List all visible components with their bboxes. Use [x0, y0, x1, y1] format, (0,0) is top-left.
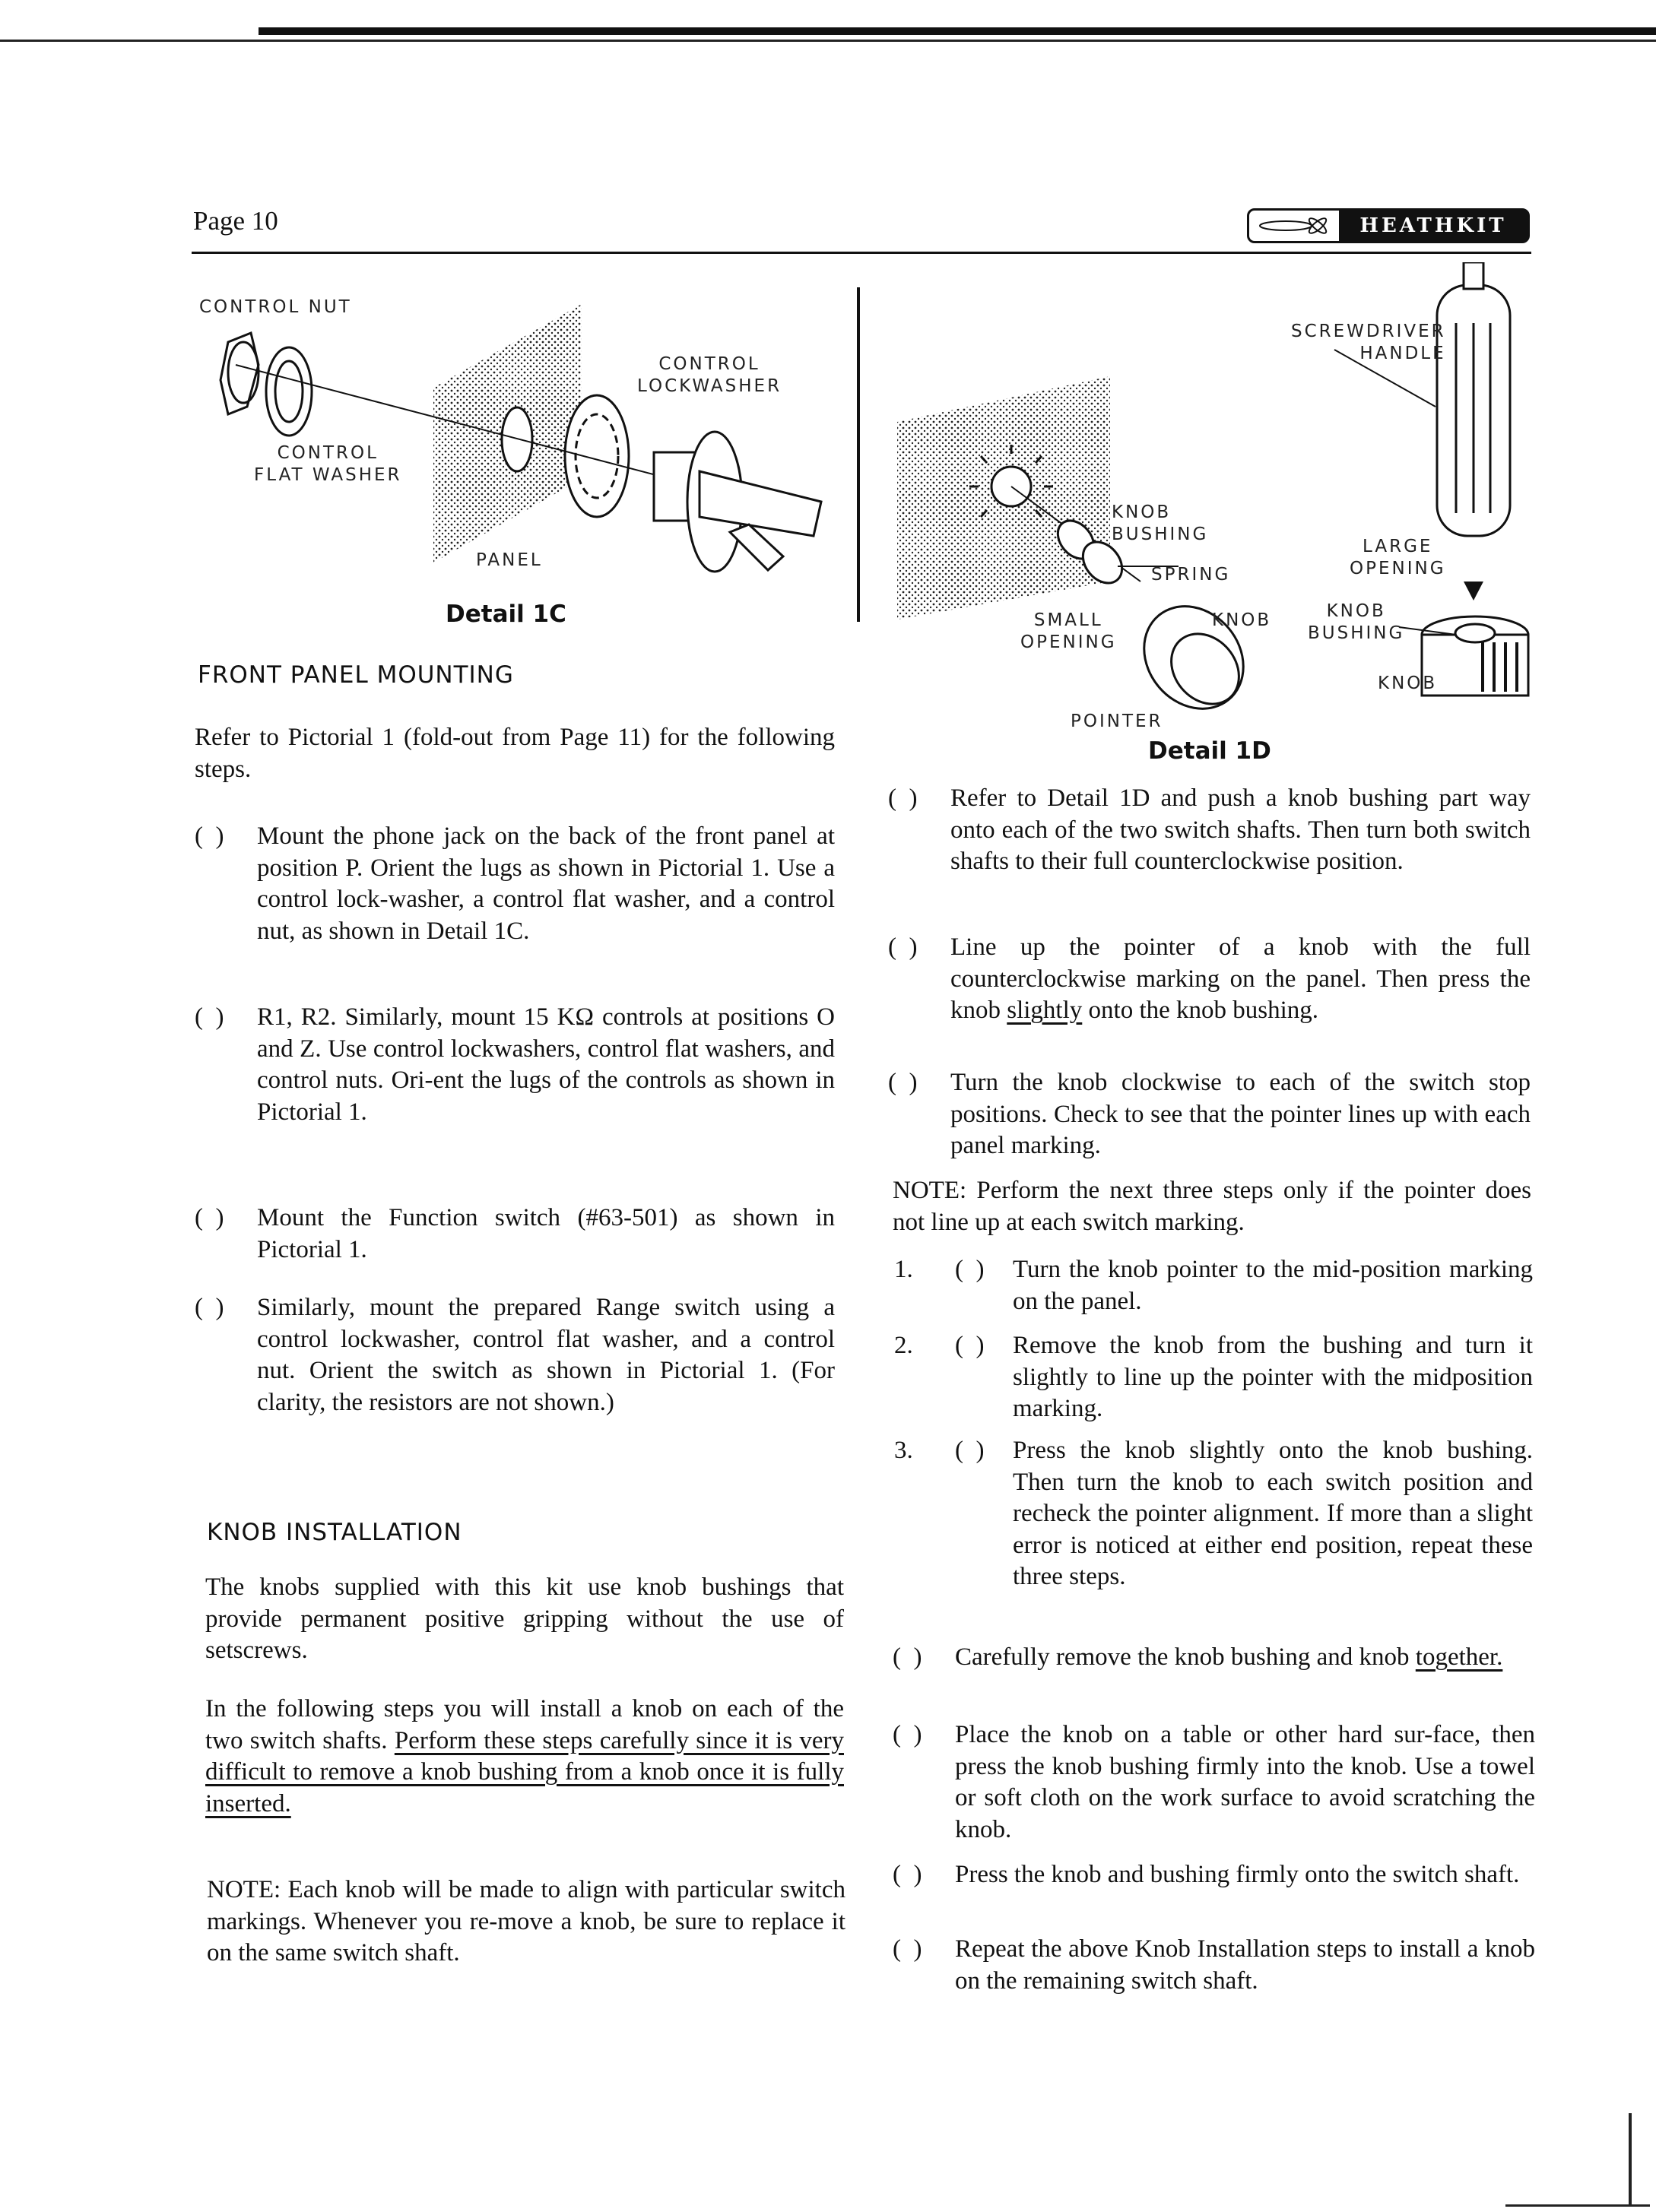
step-text: Repeat the above Knob Installation steps to install a knob on the remaining switch shaft. — [955, 1935, 1535, 1995]
label-line: CONTROL — [277, 443, 379, 463]
detail-1c-illustration — [182, 274, 867, 593]
heathkit-logo — [1247, 208, 1530, 243]
step-item — [893, 1642, 1535, 1674]
underlined-warning: Perform these steps carefully since it is very difficult to remove a knob bushing from a knob once it is fully inserted. — [205, 1726, 844, 1817]
detail-1d-caption: Detail 1D — [1148, 737, 1271, 765]
step-text: Remove the knob from the bushing and turn it slightly to line up the pointer with the midposition marking. — [1013, 1332, 1533, 1422]
step-checkbox[interactable]: ( ) — [195, 1003, 224, 1031]
step-text — [955, 1642, 1535, 1674]
label-line: FLAT WASHER — [254, 465, 402, 485]
step-checkbox[interactable]: ( ) — [893, 1935, 922, 1963]
scan-margin-mark — [1629, 2113, 1632, 2204]
label-line: SCREWDRIVER — [1291, 322, 1446, 341]
label-line: HANDLE — [1359, 344, 1446, 363]
step-text: Refer to Detail 1D and push a knob bushing part way onto each of the two switch shafts. Then turn both switch shafts to their full counterclockwise position. — [950, 784, 1531, 875]
label-knob-bushing-b — [1308, 601, 1404, 645]
note-paragraph: NOTE: Perform the next three steps only if the pointer does not line up at each switch marking. — [893, 1177, 1531, 1236]
step-text: Place the knob on a table or other hard sur-face, then press the knob bushing firmly into the knob. Use a towel or soft cloth on the work surface to avoid scratching the knob. — [955, 1721, 1535, 1843]
label-line: OPENING — [1020, 632, 1117, 652]
step-number: 2. — [894, 1332, 913, 1359]
step-checkbox[interactable]: ( ) — [888, 1069, 918, 1096]
label-pointer: POINTER — [1071, 711, 1163, 731]
step-item — [195, 1002, 835, 1128]
step-text: Press the knob and bushing firmly onto the switch shaft. — [955, 1861, 1520, 1888]
numbered-step — [894, 1254, 1533, 1317]
step-checkbox[interactable]: ( ) — [195, 1204, 224, 1231]
step-item — [195, 821, 835, 947]
step-checkbox[interactable]: ( ) — [195, 822, 224, 850]
step-checkbox[interactable]: ( ) — [195, 1294, 224, 1321]
header-rule — [192, 252, 1531, 254]
step-checkbox[interactable]: ( ) — [888, 933, 918, 961]
label-line: OPENING — [1350, 559, 1446, 578]
step-checkbox[interactable]: ( ) — [955, 1256, 985, 1283]
step-checkbox[interactable]: ( ) — [893, 1861, 922, 1888]
step-checkbox[interactable]: ( ) — [955, 1332, 985, 1359]
label-large-opening — [1350, 536, 1446, 580]
label-line: SMALL — [1033, 610, 1103, 630]
paragraph-text: In the following steps you will install a knob on each of the two switch shafts. — [205, 1695, 844, 1754]
step-number: 3. — [894, 1437, 913, 1464]
knob-warning-paragraph — [205, 1694, 844, 1820]
label-spring: SPRING — [1151, 565, 1231, 585]
step-checkbox[interactable]: ( ) — [893, 1721, 922, 1748]
text-part: onto the knob bushing. — [1082, 997, 1319, 1024]
numbered-step — [894, 1330, 1533, 1425]
label-control-lockwasher — [637, 353, 782, 398]
step-item — [888, 932, 1531, 1027]
label-knob-b: KNOB — [1378, 673, 1438, 693]
text-part: Carefully remove the knob bushing and knob — [955, 1643, 1416, 1671]
label-line: LARGE — [1363, 537, 1433, 556]
step-checkbox[interactable]: ( ) — [888, 784, 918, 812]
arrow-down-icon — [1464, 582, 1483, 601]
detail-1c-caption: Detail 1C — [446, 601, 566, 628]
note-paragraph: NOTE: Each knob will be made to align with particular switch markings. Whenever you re-move a knob, be sure to replace it on the same switch shaft. — [207, 1876, 845, 1966]
underlined-word: slightly — [1007, 997, 1083, 1024]
scan-top-border — [259, 27, 1656, 35]
step-text: Press the knob slightly onto the knob bushing. Then turn the knob to each switch position and recheck the pointer alignment. If more than a slight error is noticed at either end position, repeat these three steps. — [1013, 1437, 1533, 1590]
label-knob-bushing — [1112, 502, 1208, 546]
step-text: Turn the knob pointer to the mid-position marking on the panel. — [1013, 1256, 1533, 1315]
label-panel: PANEL — [476, 550, 543, 570]
label-screwdriver-handle — [1291, 321, 1446, 365]
knob-b-shape — [1422, 635, 1528, 696]
step-item — [893, 1719, 1535, 1846]
label-control-nut: CONTROL NUT — [199, 297, 352, 317]
step-text: Turn the knob clockwise to each of the switch stop positions. Check to see that the pointer lines up with each panel marking. — [950, 1069, 1531, 1159]
scan-top-border-thin — [0, 40, 1656, 42]
step-item — [893, 1859, 1535, 1891]
step-item — [888, 783, 1531, 878]
step-item — [893, 1934, 1535, 1997]
label-knob: KNOB — [1212, 610, 1272, 630]
step-number: 1. — [894, 1256, 913, 1283]
label-line: LOCKWASHER — [637, 376, 782, 396]
section-title-knob-installation: KNOB INSTALLATION — [207, 1519, 462, 1546]
page-number: Page 10 — [193, 206, 278, 236]
label-line: CONTROL — [658, 354, 760, 374]
numbered-step — [894, 1435, 1533, 1593]
step-text: Mount the Function switch (#63-501) as shown in Pictorial 1. — [257, 1204, 835, 1263]
step-text: Similarly, mount the prepared Range switch using a control lockwasher, control flat washer, and a control nut. Orient the switch as shown in Pictorial 1. (For clarity, the resistors are not shown.) — [257, 1294, 835, 1416]
label-small-opening — [1020, 610, 1117, 654]
label-control-flat-washer — [254, 442, 402, 486]
label-line: KNOB — [1112, 502, 1172, 522]
step-item — [888, 1067, 1531, 1162]
logo-text: HEATHKIT — [1339, 211, 1528, 241]
label-line: BUSHING — [1112, 524, 1209, 544]
column-divider — [857, 287, 860, 622]
section-title-front-panel-mounting: FRONT PANEL MOUNTING — [198, 661, 514, 689]
step-text: R1, R2. Similarly, mount 15 KΩ controls at positions O and Z. Use control lockwashers, control flat washers, and control nuts. Ori-ent the lugs of the controls as shown in Pictorial 1. — [257, 1003, 835, 1126]
step-item — [195, 1292, 835, 1418]
underlined-word: together. — [1415, 1643, 1503, 1671]
step-item — [195, 1203, 835, 1266]
step-checkbox[interactable]: ( ) — [955, 1437, 985, 1464]
knob-intro-paragraph: The knobs supplied with this kit use knob bushings that provide permanent positive gripping without the use of setscrews. — [205, 1573, 844, 1664]
label-line: KNOB — [1326, 601, 1386, 621]
atom-logo-icon — [1255, 212, 1339, 239]
text-part: Line up the pointer of a knob with the full counterclockwise marking on the panel. Then press the knob — [950, 933, 1531, 1024]
step-text — [950, 932, 1531, 1027]
step-checkbox[interactable]: ( ) — [893, 1643, 922, 1671]
scan-margin-mark — [1505, 2204, 1650, 2207]
label-line: BUSHING — [1308, 623, 1405, 643]
step-text: Mount the phone jack on the back of the front panel at position P. Orient the lugs as shown in Pictorial 1. Use a control lock-washer, a control flat washer, and a control nut, as shown in Detail 1C. — [257, 822, 835, 945]
intro-paragraph: Refer to Pictorial 1 (fold-out from Page 11) for the following steps. — [195, 724, 835, 783]
